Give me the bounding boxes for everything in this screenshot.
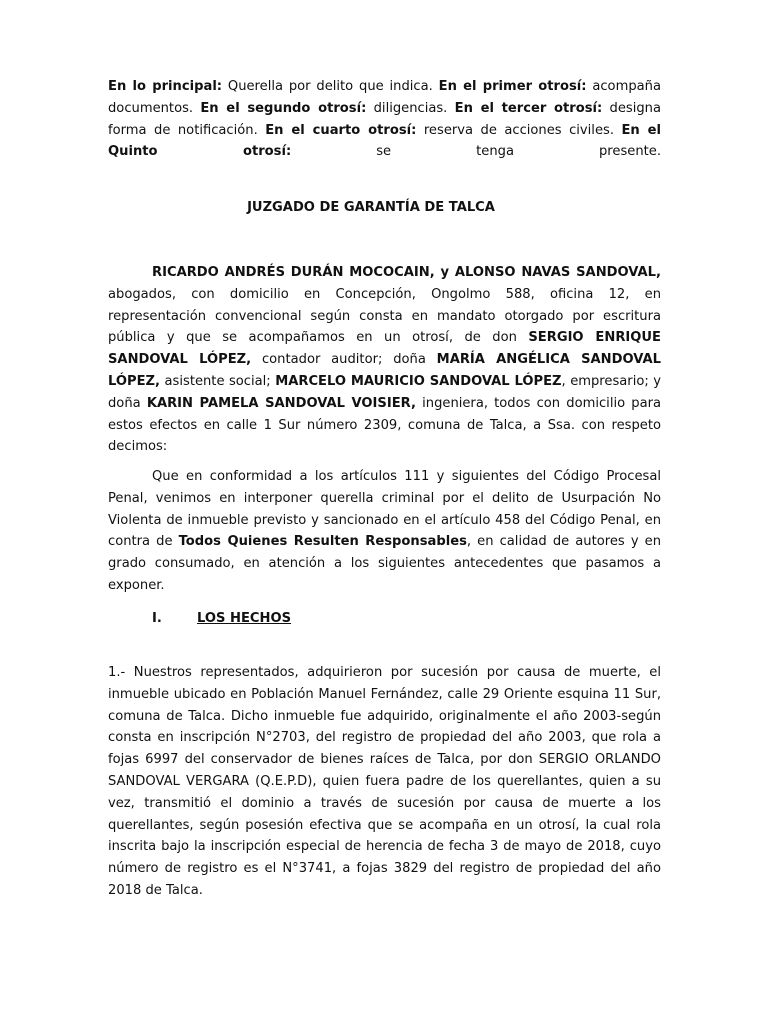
client-name-3: MARCELO MAURICIO SANDOVAL LÓPEZ <box>275 373 562 389</box>
complaint-text-1: Que en conformidad a los artículos 111 y siguientes del Código Procesal Penal, venimos en interponer querella criminal por el delito de Usurpación No Violenta de inmueble previsto y sancionado en el artículo 458 del Código Penal, en contra de <box>108 469 661 550</box>
section-title: LOS HECHOS <box>197 611 292 626</box>
client-name-4: KARIN PAMELA SANDOVAL VOISIER, <box>146 395 416 411</box>
complaint-text-2: , en calidad de autores y en grado consumado, en atención a los siguientes antecedentes que pasamos a exponer. <box>108 534 662 593</box>
client-name-2: MARÍA ANGÉLICA SANDOVAL LÓPEZ, <box>108 352 661 389</box>
summary-label-principal: En lo principal: <box>108 79 223 94</box>
complaint-paragraph <box>108 466 661 597</box>
summary-paragraph <box>108 76 661 163</box>
summary-label-fifth: En el Quinto otrosí: <box>108 122 661 160</box>
facts-paragraph-1: 1.- Nuestros representados, adquirieron por sucesión por causa de muerte, el inmueble ubicado en Población Manuel Fernández, calle 29 Oriente esquina 11 Sur, comuna de Talca. Dicho inmueble fue adquirido, originalmente el año 2003-según consta en inscripción N°2703, del registro de propiedad del año 2003, que rola a fojas 6997 del conservador de bienes raíces de Talca, por don SERGIO ORLANDO SANDOVAL VERGARA (Q.E.P.D), quien fuera padre de los querellantes, quien a su vez, transmitió el dominio a través de sucesión por causa de muerte a los querellantes, según posesión efectiva que se acompaña en un otrosí, la cual rola inscrita bajo la inscripción especial de herencia de fecha 3 de mayo de 2018, cuyo número de registro es el N°3741, a fojas 3829 del registro de propiedad del año 2018 de Talca. <box>108 665 661 898</box>
court-title: JUZGADO DE GARANTÍA DE TALCA <box>247 200 495 215</box>
parties-text-1: abogados, con domicilio en Concepción, Ongolmo 588, oficina 12, en representación convencional según consta en mandato otorgado por escritura pública y que se acompañamos en un otrosí, de don <box>108 286 661 346</box>
summary-label-second: En el segundo otrosí: <box>200 100 367 116</box>
summary-text-first: acompaña documentos. <box>108 79 661 116</box>
summary-text-fourth: reserva de acciones civiles. <box>416 122 622 138</box>
summary-label-third: En el tercer otrosí: <box>454 100 603 116</box>
section-number: I. <box>152 611 162 626</box>
parties-text-2: contador auditor; doña <box>251 352 437 368</box>
client-name-1: SERGIO ENRIQUE SANDOVAL LÓPEZ, <box>108 330 661 368</box>
summary-label-first: En el primer otrosí: <box>438 79 587 94</box>
parties-text-5: ingeniera, todos con domicilio para estos efectos en calle 1 Sur número 2309, comuna de Talca, a Ssa. con respeto decimos: <box>108 395 661 455</box>
summary-text-fifth: se tenga presente. <box>291 144 661 160</box>
summary-text-second: diligencias. <box>366 100 455 116</box>
summary-label-fourth: En el cuarto otrosí: <box>265 122 417 138</box>
parties-text-3: asistente social; <box>160 373 276 389</box>
section-heading <box>152 610 291 628</box>
complaint-defendants: Todos Quienes Resulten Responsables <box>178 534 467 550</box>
summary-text-third: designa forma de notificación. <box>108 100 661 138</box>
parties-text-4: , empresario; y doña <box>108 373 661 411</box>
parties-paragraph <box>108 262 661 458</box>
summary-text-principal: Querella por delito que indica. <box>222 79 439 94</box>
lawyers-names: RICARDO ANDRÉS DURÁN MOCOCAIN, y ALONSO NAVAS SANDOVAL, <box>152 265 661 280</box>
